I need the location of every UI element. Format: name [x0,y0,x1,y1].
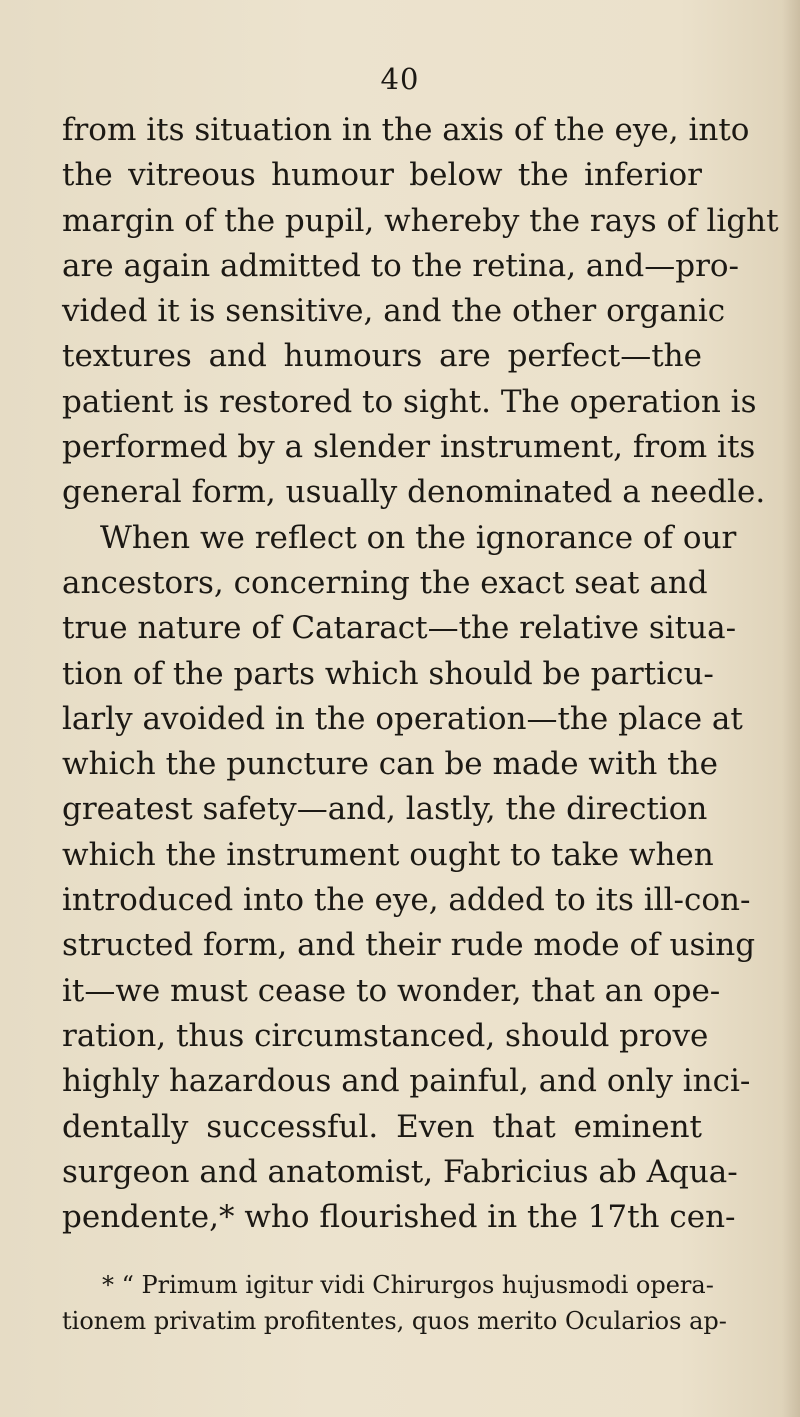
text-line: patient is restored to sight. The operation is [62,383,757,420]
text-line: which the instrument ought to take when [62,836,714,873]
text-line: surgeon and anatomist, Fabricius ab Aqua- [62,1153,738,1190]
text-line: dentally successful. Even that eminent [62,1108,702,1145]
text-line: introduced into the eye, added to its ill-con- [62,882,751,919]
text-line: structed form, and their rude mode of using [62,927,756,964]
text-line: performed by a slender instrument, from its [62,429,756,466]
text-line: ancestors, concerning the exact seat and [62,564,708,601]
text-line: which the puncture can be made with the [62,746,718,783]
text-line: highly hazardous and painful, and only inci- [62,1063,751,1100]
footnote-line: tionem privatim profitentes, quos merito Ocularios ap- [62,1307,727,1335]
text-line: the vitreous humour below the inferior [62,157,702,194]
footnote [62,1267,727,1339]
body-text [62,108,779,1240]
text-line: pendente,* who flourished in the 17th cen- [62,1199,736,1236]
text-line: vided it is sensitive, and the other organic [62,293,726,330]
text-line: greatest safety—and, lastly, the direction [62,791,708,828]
text-line: it—we must cease to wonder, that an ope- [62,972,721,1009]
text-line: larly avoided in the operation—the place at [62,700,743,737]
text-line: are again admitted to the retina, and—pro- [62,247,740,284]
page-number: 40 [380,62,420,96]
text-line: from its situation in the axis of the eye, into [62,112,750,148]
paragraph-start-line: When we reflect on the ignorance of our [100,519,737,556]
text-line: general form, usually denominated a needle. [62,474,766,511]
text-line: tion of the parts which should be particu- [62,655,714,692]
text-line: textures and humours are perfect—the [62,338,702,375]
footnote-line: * “ Primum igitur vidi Chirurgos hujusmodi opera- [102,1271,714,1299]
page-edge-shadow [782,0,800,1417]
text-line: margin of the pupil, whereby the rays of light [62,202,779,239]
text-line: ration, thus circumstanced, should prove [62,1017,709,1054]
text-line: true nature of Cataract—the relative situa- [62,610,737,647]
